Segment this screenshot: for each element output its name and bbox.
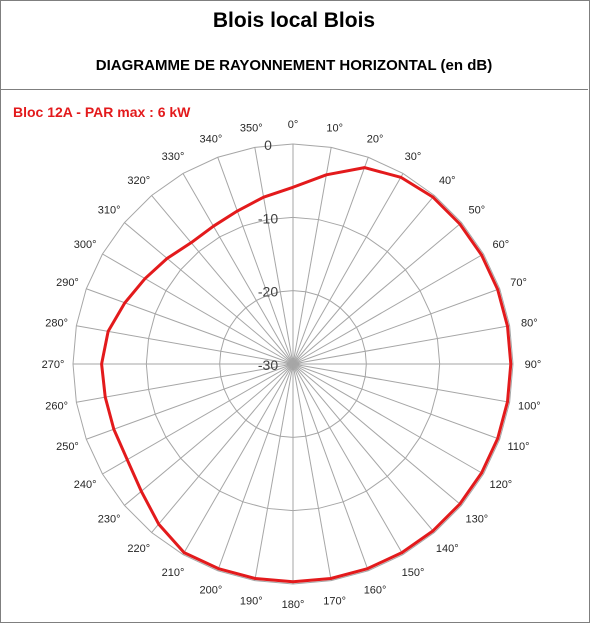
angle-tick-label: 60° <box>492 239 510 251</box>
angle-tick-label: 260° <box>45 400 69 413</box>
radial-tick-label: -10 <box>257 210 279 227</box>
angle-tick-label: 70° <box>510 276 527 289</box>
angle-tick-label: 170° <box>323 595 347 608</box>
angle-tick-label: 270° <box>41 359 65 371</box>
angle-tick-label: 310° <box>97 204 121 217</box>
angle-tick-label: 0° <box>287 119 299 131</box>
angle-tick-label: 230° <box>97 513 121 526</box>
angle-tick-label: 180° <box>281 599 305 611</box>
angle-tick-label: 10° <box>326 122 344 135</box>
angle-tick-label: 130° <box>465 513 489 526</box>
radial-tick-label: 0 <box>264 137 272 153</box>
angle-tick-label: 330° <box>161 151 185 164</box>
angle-tick-label: 30° <box>404 151 422 164</box>
angle-tick-label: 220° <box>127 542 151 555</box>
angle-tick-label: 290° <box>56 276 79 289</box>
angle-tick-label: 200° <box>199 584 223 597</box>
chart-subtitle: DIAGRAMME DE RAYONNEMENT HORIZONTAL (en dB) <box>95 57 493 74</box>
angle-tick-label: 90° <box>524 359 542 371</box>
radial-tick-label: -30 <box>257 357 279 373</box>
radial-tick-label: -20 <box>257 283 279 300</box>
angle-tick-label: 160° <box>363 584 387 597</box>
angle-tick-label: 20° <box>366 133 384 146</box>
angle-tick-label: 210° <box>161 566 185 579</box>
angle-tick-label: 150° <box>401 566 425 579</box>
angle-tick-label: 50° <box>468 204 486 217</box>
chart-title: Blois local Blois <box>212 9 376 32</box>
angle-tick-label: 120° <box>489 479 513 491</box>
angle-tick-label: 190° <box>239 595 263 608</box>
angle-tick-label: 40° <box>438 175 456 188</box>
angle-tick-label: 140° <box>435 542 459 555</box>
angle-tick-label: 250° <box>56 441 79 454</box>
angle-tick-label: 110° <box>507 441 530 454</box>
angle-tick-label: 350° <box>239 122 263 135</box>
angle-tick-label: 340° <box>199 133 223 146</box>
series-label: Bloc 12A - PAR max : 6 kW <box>13 104 191 120</box>
angle-tick-label: 240° <box>73 479 97 491</box>
angle-tick-label: 100° <box>517 400 541 413</box>
angle-tick-label: 280° <box>45 317 69 330</box>
angle-tick-label: 80° <box>521 317 538 330</box>
angle-tick-label: 300° <box>73 239 97 251</box>
angle-tick-label: 320° <box>127 175 151 188</box>
